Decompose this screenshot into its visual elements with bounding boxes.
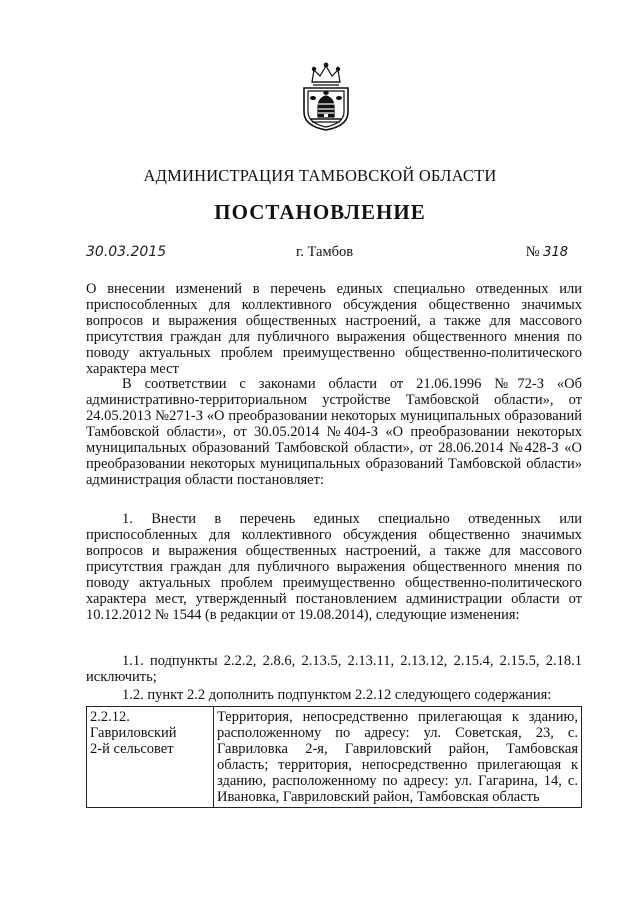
document-city: г. Тамбов: [296, 244, 354, 260]
item-1-2-paragraph: 1.2. пункт 2.2 дополнить подпунктом 2.2.12 следующего содержания:: [122, 687, 552, 703]
insert-table: [86, 706, 582, 808]
table-cell-description: Территория, непосредственно прилегающая к зданию, расположенному по адресу: ул. Советская, 23, с. Гавриловка 2-я, Гавриловский район, Тамбовская область; территория, непосредственно прилегающая к зданию, расположенному по адресу: ул. Гагарина, 14, с. Ивановка, Гавриловский район, Тамбовская область: [214, 707, 582, 808]
number-value: 318: [543, 245, 568, 260]
table-code: 2.2.12.: [90, 709, 130, 725]
table-row: [87, 707, 582, 808]
table-place-line1: Гавриловский: [90, 725, 177, 741]
document-type: ПОСТАНОВЛЕНИЕ: [214, 200, 426, 224]
number-prefix: №: [525, 244, 540, 260]
document-subject: О внесении изменений в перечень единых специально отведенных или приспособленных для коллективного обсуждения общественно значимых вопросов и выражения общественных настроений, а также для массового присутствия граждан для публичного выражения общественного мнения по поводу актуальных проблем преимущественно общественно-политического характера мест: [86, 281, 582, 377]
table-cell-place: [87, 707, 214, 808]
document-date: 30.03.2015: [86, 244, 167, 260]
item-1-1-paragraph: 1.1. подпункты 2.2.2, 2.8.6, 2.13.5, 2.13.11, 2.13.12, 2.15.4, 2.15.5, 2.18.1 исключить;: [86, 653, 582, 685]
organization-name: АДМИНИСТРАЦИЯ ТАМБОВСКОЙ ОБЛАСТИ: [143, 166, 497, 185]
coat-of-arms-icon: [296, 62, 356, 132]
document-meta-row: [86, 244, 582, 266]
preamble-paragraph: В соответствии с законами области от 21.06.1996 №72-З «Об административно-территориальном устройстве Тамбовской области», от 24.05.2013 №271-З «О преобразовании некоторых муниципальных образований Тамбовской области», от 30.05.2014 №404-З «О преобразовании некоторых муниципальных образований Тамбовской области», от 28.06.2014 №428-З «О преобразовании некоторых муниципальных образований Тамбовской области» администрация области постановляет:: [86, 376, 582, 488]
item-1-paragraph: 1. Внести в перечень единых специально отведенных или приспособленных для коллективного обсуждения общественно значимых вопросов и выражения общественных настроений, а также для массового присутствия граждан для публичного выражения общественного мнения по поводу актуальных проблем преимущественно общественно-политического характера мест, утвержденный постановлением администрации области от 10.12.2012 № 1544 (в редакции от 19.08.2014), следующие изменения:: [86, 511, 582, 623]
table-place-line2: 2-й сельсовет: [90, 741, 174, 757]
document-number: [526, 244, 568, 261]
